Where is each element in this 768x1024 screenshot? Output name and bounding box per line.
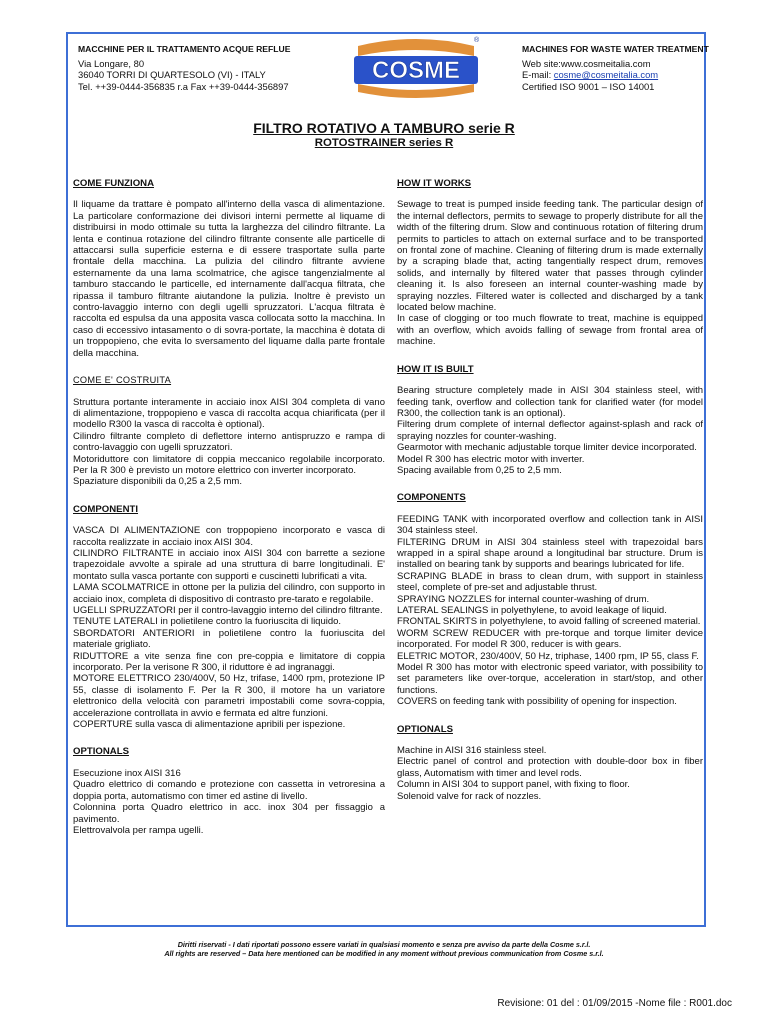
section-heading: COMPONENTI [73,503,139,515]
registered-mark: ® [474,37,480,44]
section-heading: COME FUNZIONA [73,178,155,189]
section-text: FEEDING TANK with incorporated overflow and collection tank in AISI 304 stainless steel. FILTERING DRUM in AISI 304 stainless steel with trapezoidal bars wrapped in a spiral shape around a longitudinal bar structure. Drum is installed on bearing tank by supports and bearings lubricated for life. SCRAPING BLADE in brass to clean drum, with support in stainless steel, complete of pre-set and adjustable thrust. SPRAYING NOZZLES for internal counter-washing of drum. LATERAL SEALINGS in polyethylene, to avoid leakage of liquid. FRONTAL SKIRTS in polyethylene, to avoid falling of screened material. WORM SCREW REDUCER with pre-torque and torque limiter device incorporated. For model R 300, reducer is with gears. ELETRIC MOTOR, 230/400V, 50 Hz, triphase, 1400 rpm, IP 55, class F. Model R 300 has motor with electronic speed variator, with possibility to set parameters like over-torque, acceleration in start/stop, and other functions. COVERS on feeding tank with possibility of opening for inspection. [397,513,703,708]
certification-line: Certified ISO 9001 – ISO 14001 [522,80,655,92]
revision-info: Revisione: 01 del : 01/09/2015 -Nome file : R001.doc [497,998,732,1009]
section-text: Sewage to treat is pumped inside feeding tank. The particular design of the internal deflectors, permits to sewage to properly distribute for all the width of the filtering drum. Slow and continuous rotation of filtering drum permits to particles to attach on external surface and to be transported on frontal zone of machine. Cleaning of filtering drum is made externally by a scraping blade that, acting tangentially respect drum, removes solids, and internally by filtered water that passes through cylinder cleaning it. Is also foreseen an internal counter-washing made by spraying nozzles. Filtered water is collected and discharged by a tank located below machine. In case of clogging or too much flowrate to treat, machine is equipped with an overflow, which avoids falling of sewage from frontal area of machine. [397,199,703,348]
section-text: Il liquame da trattare è pompato all'interno della vasca di alimentazione. La particolare conformazione dei divisori interni permette al liquame di distribuirsi in modo ottimale su tutta la larghezza del cilindro filtrante. La lenta e continua rotazione del cilindro filtrante consente alle particelle di attaccarsi sulla superficie esterna e di essere trasportate sulla parte frontale della macchina. La pulizia del cilindro filtrante avviene esternamente da una lama scolmatrice, che agisce tangenzialmente al tamburo staccando le particelle, ed internamente dall'acqua filtrata, che ripassa il tamburo filtrante aiutandone la pulizia. Inoltre è previsto un contro-lavaggio interno con degli ugelli spruzzatori. L'acqua filtrata è raccolta ed espulsa da una apposita vasca collocata sotto la macchina. In caso di eccessivo intasamento o di sovra-portate, la macchina è dotata di un troppopieno, che evita lo sversamento del liquame dalla parte frontale della macchina. [73,199,385,359]
section-text: Bearing structure completely made in AISI 304 stainless steel, with feeding tank, overflow and collection tank for clarified water (for model R300, the collection tank is an optional). Filtering drum complete of internal deflector against-splash and rack of spraying nozzles for counter-washing. Gearmotor with mechanic adjustable torque limiter device incorporated. Model R 300 has electric motor with inverter. Spacing available from 0,25 to 2,5 mm. [397,385,703,476]
email-link[interactable]: cosme@cosmeitalia.com [553,69,659,80]
cosme-logo [352,34,480,102]
english-column [397,178,703,802]
section-text: VASCA DI ALIMENTAZIONE con troppopieno incorporato e vasca di raccolta realizzate in acciaio inox AISI 304. CILINDRO FILTRANTE in acciaio inox AISI 304 con barrette a sezione trapezoidale avvolte a spirale ad una struttura di barre longitudinali. E' montato sulla vasca portante con supporti e cuscinetti lubrificati a vita. LAMA SCOLMATRICE in ottone per la pulizia del cilindro, con supporto in acciaio inox, completa di dispositivo di contrasto pre-tarato e regolabile. UGELLI SPRUZZATORI per il contro-lavaggio interno del cilindro filtrante. TENUTE LATERALI in polietilene contro la fuoriuscita di liquido. SBORDATORI ANTERIORI in polietilene contro la fuoriuscita del materiale grigliato. RIDUTTORE a vite senza fine con pre-coppia e limitatore di coppia incorporato. Per la verisone R 300, il riduttore è ad ingranaggi. MOTORE ELETTRICO 230/400V, 50 Hz, trifase, 1400 rpm, protezione IP 55, classe di isolamento F. Per la R 300, il motore ha un variatore elettronico della velocità con parametri impostabili come sovra-coppia, accelerazione controllata in avvio e fermata ed altre funzioni. COPERTURE sulla vasca di alimentazione apribili per ispezione. [73,525,385,731]
address-line: 36040 TORRI DI QUARTESOLO (VI) - ITALY [78,69,266,80]
document-subtitle: ROTOSTRAINER series R [314,137,454,149]
section-heading: COMPONENTS [397,492,466,504]
section-heading: HOW IT IS BUILT [397,363,474,375]
italian-column [73,178,385,836]
footer-line-en: All rights are reserved – Data here mentioned can be modified in any moment without previous communication from Cosme s.r.l. [164,949,604,958]
address-line: Via Longare, 80 [78,57,145,69]
section-text: Struttura portante interamente in acciaio inox AISI 304 completa di vano di alimentazione, troppopieno e vasca di raccolta acqua chiarificata (per il modello R300 la vasca di raccolta è optional). Cilindro filtrante completo di deflettore interno antispruzzo e rampa di contro-lavaggio con ugelli spruzzatori. Motoriduttore con limitatore di coppia meccanico regolabile incorporato. Per la R 300 è previsto un motore elettrico con inverter incorporato. Spaziature disponibili da 0,25 a 2,5 mm. [73,396,385,488]
section-heading: HOW IT WORKS [397,178,472,189]
contact-block [522,44,709,92]
document-title: FILTRO ROTATIVO A TAMBURO serie R [253,120,515,136]
section-heading: OPTIONALS [397,723,453,735]
footer-line-it: Diritti riservati - I dati riportati possono essere variati in qualsiasi momento e senza pre avviso da parte della Cosme s.r.l. [177,940,591,949]
right-header-title: MACHINES FOR WASTE WATER TREATMENT [522,44,709,54]
legal-footer [0,940,768,958]
company-address-block [78,44,290,92]
section-text: Machine in AISI 316 stainless steel. Electric panel of control and protection with double-door box in fiber glass, Automatism with timer and level rods. Column in AISI 304 to support panel, with fixing to floor. Solenoid valve for rack of nozzles. [397,745,703,802]
logo-text: COSME [371,57,461,84]
section-heading: OPTIONALS [73,746,129,758]
logo-top-swoosh [358,39,474,56]
section-heading: COME E' COSTRUITA [73,375,172,386]
section-text: Esecuzione inox AISI 316 Quadro elettrico di comando e protezione con cassetta in vetroresina a doppia porta, automatismo con timer ed astine di livello. Colonnina porta Quadro elettrico in acc. inox 304 per fissaggio a pavimento. Elettrovalvola per rampa ugelli. [73,767,385,836]
website-line: Web site:www.cosmeitalia.com [522,57,651,69]
phone-fax-line: Tel. ++39-0444-356835 r.a Fax ++39-0444-356897 [78,80,289,92]
logo-bottom-swoosh [358,84,474,98]
left-header-title: MACCHINE PER IL TRATTAMENTO ACQUE REFLUE [78,44,291,54]
email-line: E-mail: cosme@cosmeitalia.com [522,69,659,80]
